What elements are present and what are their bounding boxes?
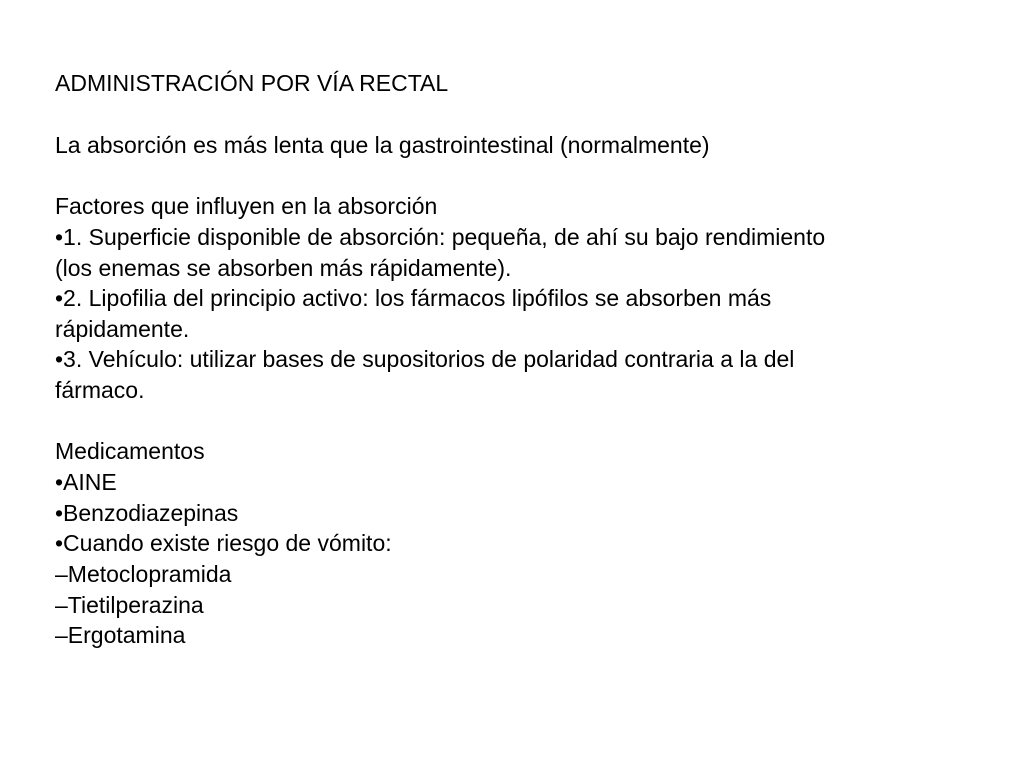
slide-title: ADMINISTRACIÓN POR VÍA RECTAL <box>55 70 449 96</box>
factor-item-3-line-1: •3. Vehículo: utilizar bases de supositorios de polaridad contraria a la del <box>55 346 795 372</box>
factor-item-2-line-2: rápidamente. <box>55 316 190 342</box>
factor-item-2-line-1: •2. Lipofilia del principio activo: los fármacos lipófilos se absorben más <box>55 285 772 311</box>
factor-item-1-line-1: •1. Superficie disponible de absorción: pequeña, de ahí su bajo rendimiento <box>55 224 826 250</box>
medication-subitem: –Tietilperazina <box>55 592 204 618</box>
medication-subitem: –Metoclopramida <box>55 561 232 587</box>
factors-heading: Factores que influyen en la absorción <box>55 193 438 219</box>
medication-subitem: –Ergotamina <box>55 622 186 648</box>
factor-item-3-line-2: fármaco. <box>55 377 145 403</box>
medication-item: •Benzodiazepinas <box>55 500 239 526</box>
medication-item: •Cuando existe riesgo de vómito: <box>55 530 392 556</box>
intro-text: La absorción es más lenta que la gastrointestinal (normalmente) <box>55 132 710 158</box>
medication-item: •AINE <box>55 469 117 495</box>
medications-heading: Medicamentos <box>55 438 205 464</box>
factor-item-1-line-2: (los enemas se absorben más rápidamente). <box>55 255 512 281</box>
